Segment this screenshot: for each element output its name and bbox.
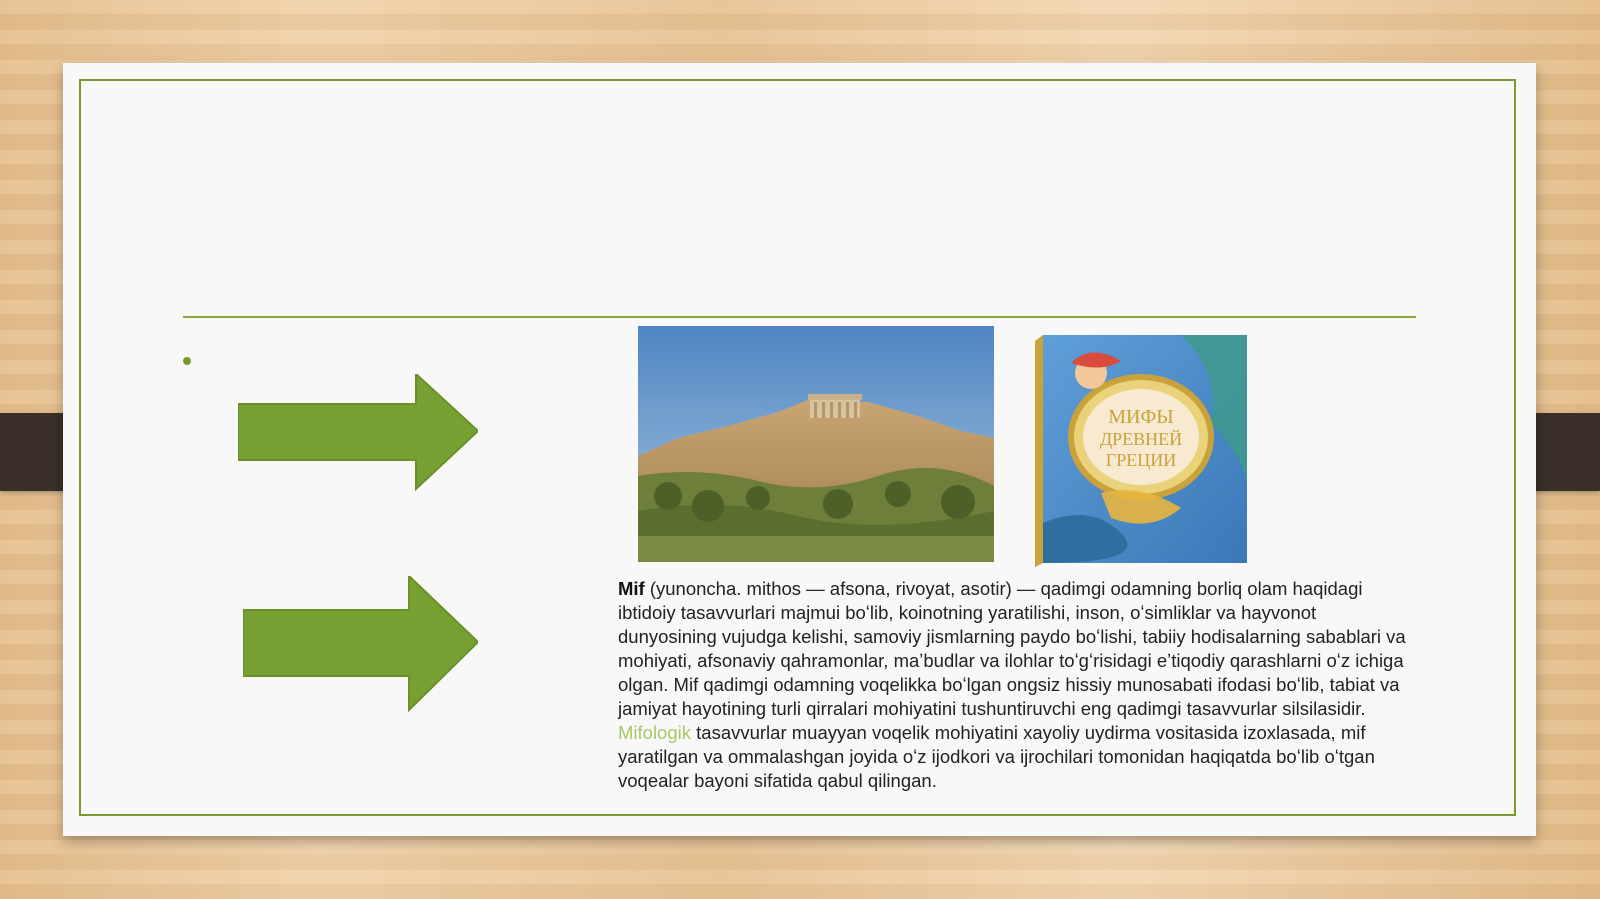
arrow-right-icon (238, 374, 478, 494)
book-title-line1: МИФЫ (1108, 406, 1174, 428)
title-divider (183, 316, 1416, 318)
term-mif: Mif (618, 578, 645, 599)
mifologik-link[interactable]: Mifologik (618, 722, 691, 743)
myth-definition (618, 577, 1408, 793)
bullet-dot (183, 357, 191, 365)
acropolis-photo (638, 326, 994, 562)
slide (63, 63, 1536, 836)
book-title-line3: ГРЕЦИИ (1105, 450, 1177, 470)
arrow-right-icon (243, 576, 478, 712)
definition-part2: tasavvurlar muayyan voqelik mohiyatini xayoliy uydirma vositasida izoxlasada, mif yaratilgan va ommalashgan joyida oʻz ijodkori va ijrochilari tomonidan haqiqatda boʻlib oʻtgan voqealar bayoni sifatida qabul qilingan. (618, 722, 1375, 791)
book-title-line2: ДРЕВНЕЙ (1099, 429, 1183, 449)
book-cover (1031, 333, 1251, 567)
definition-part1: (yunoncha. mithos — afsona, rivoyat, asotir) — qadimgi odamning borliq olam haqidagi ibtidoiy tasavvurlari majmui boʻlib, koinotning yaratilishi, inson, oʻsimliklar va hayvonot dunyosining vujudga kelishi, samoviy jismlarning paydo boʻlishi, tabiiy hodisalarning sabablari va mohiyati, afsonaviy qahramonlar, maʼbudlar va ilohlar toʻgʻrisidagi eʼtiqodiy qarashlarni oʻz ichiga olgan. Mif qadimgi odamning voqelikka boʻlgan ongsiz hissiy munosabati ifodasi boʻlib, tabiat va jamiyat hayotining turli qirralari mohiyatini tushuntiruvchi eng qadimgi tasavvurlar silsilasidir. (618, 578, 1406, 719)
